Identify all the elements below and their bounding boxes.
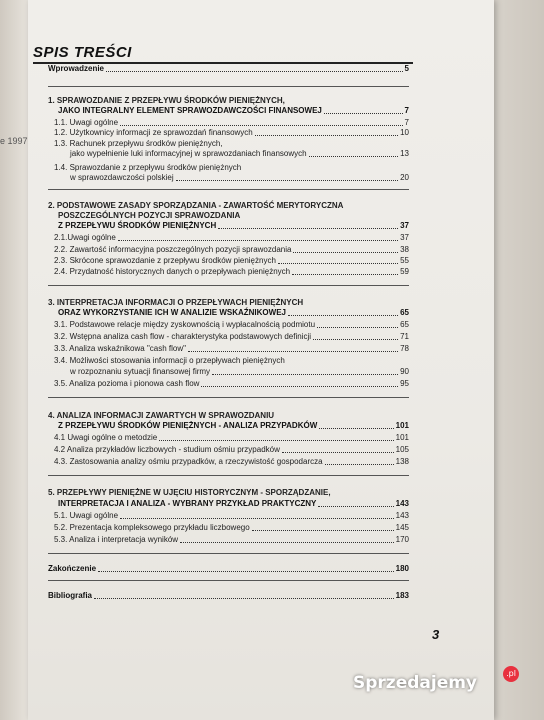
toc-entry-4-3: 4.3. Zastosowania analizy ośmiu przypadków, a rzeczywistość gospodarcza 138 — [54, 457, 409, 466]
section-divider — [48, 580, 409, 581]
left-page-edge — [0, 0, 28, 720]
chapter-4-title-line1: 4. ANALIZA INFORMACJI ZAWARTYCH W SPRAWOZDANIU — [48, 411, 275, 420]
watermark-badge: .pl — [503, 666, 519, 682]
chapter-5-title-line1: 5. PRZEPŁYWY PIENIĘŻNE W UJĘCIU HISTORYCZNYM - SPORZĄDZANIE, — [48, 488, 331, 497]
toc-entry-1-4-line2: w sprawozdawczości polskiej 20 — [70, 173, 409, 182]
toc-entry-5-2: 5.2. Prezentacja kompleksowego przykładu liczbowego 145 — [54, 523, 409, 532]
chapter-3-title-line1: 3. INTERPRETACJA INFORMACJI O PRZEPŁYWACH PIENIĘŻNYCH — [48, 298, 304, 307]
toc-entry-1-4-line1: 1.4. Sprawozdanie z przepływu środków pieniężnych — [54, 163, 242, 172]
section-divider — [48, 475, 409, 476]
chapter-2-title-line3: Z PRZEPŁYWU ŚRODKÓW PIENIĘŻNYCH 37 — [58, 221, 409, 230]
section-divider — [48, 189, 409, 190]
chapter-3-title-line2: ORAZ WYKORZYSTANIE ICH W ANALIZIE WSKAŹNIKOWEJ 65 — [58, 308, 409, 317]
left-page-text: e 1997 — [0, 136, 28, 146]
section-divider — [48, 285, 409, 286]
section-divider — [48, 553, 409, 554]
toc-entry-2-1: 2.1.Uwagi ogólne 37 — [54, 233, 409, 242]
toc-header — [33, 44, 413, 61]
toc-entry-2-2: 2.2. Zawartość informacyjna poszczególnych pozycji sprawozdania 38 — [54, 245, 409, 254]
toc-entry-1-1: 1.1. Uwagi ogólne 7 — [54, 118, 409, 127]
toc-entry-5-3: 5.3. Analiza i interpretacja wyników 170 — [54, 535, 409, 544]
toc-entry-2-4: 2.4. Przydatność historycznych danych o przepływach pieniężnych 59 — [54, 267, 409, 276]
toc-entry-3-4-line2: w rozpoznaniu sytuacji finansowej firmy 90 — [70, 367, 409, 376]
section-divider — [48, 397, 409, 398]
chapter-2-title-line1: 2. PODSTAWOWE ZASADY SPORZĄDZANIA - ZAWARTOŚĆ MERYTORYCZNA — [48, 201, 344, 210]
toc-entry-bibliography: Bibliografia 183 — [48, 591, 409, 600]
toc-entry-3-5: 3.5. Analiza pozioma i pionowa cash flow 95 — [54, 379, 409, 388]
toc-entry-5-1: 5.1. Uwagi ogólne 143 — [54, 511, 409, 520]
chapter-1-title-line1: 1. SPRAWOZDANIE Z PRZEPŁYWU ŚRODKÓW PIENIĘŻNYCH, — [48, 96, 285, 105]
chapter-5-title-line2: INTERPRETACJA I ANALIZA - WYBRANY PRZYKŁAD PRAKTYCZNY 143 — [58, 499, 409, 508]
toc-entry-intro: Wprowadzenie 5 — [48, 64, 409, 73]
toc-entry-3-2: 3.2. Wstępna analiza cash flow - charakterystyka podstawowych definicji 71 — [54, 332, 409, 341]
toc-entry-3-1: 3.1. Podstawowe relacje między zyskownością i wypłacalnością podmiotu 65 — [54, 320, 409, 329]
watermark-logo: Sprzedajemy — [353, 673, 478, 693]
page-number: 3 — [432, 627, 440, 642]
toc-entry-1-2: 1.2. Użytkownicy informacji ze sprawozdań finansowych 10 — [54, 128, 409, 137]
background-surface — [494, 0, 544, 720]
toc-entry-conclusion: Zakończenie 180 — [48, 564, 409, 573]
section-divider — [48, 86, 409, 87]
toc-entry-3-4-line1: 3.4. Możliwości stosowania informacji o przepływach pieniężnych — [54, 356, 285, 365]
chapter-2-title-line2: POSZCZEGÓLNYCH POZYCJI SPRAWOZDANIA — [58, 211, 241, 220]
page-title: SPIS TREŚCI — [33, 44, 132, 61]
toc-entry-1-3-line2: jako wypełnienie luki informacyjnej w sprawozdaniach finansowych 13 — [70, 149, 409, 158]
toc-entry-2-3: 2.3. Skrócone sprawozdanie z przepływu środków pieniężnych 55 — [54, 256, 409, 265]
book-page — [28, 0, 494, 720]
chapter-4-title-line2: Z PRZEPŁYWU ŚRODKÓW PIENIĘŻNYCH - ANALIZA PRZYPADKÓW 101 — [58, 421, 409, 430]
toc-entry-1-3-line1: 1.3. Rachunek przepływu środków pieniężnych, — [54, 139, 223, 148]
toc-entry-3-3: 3.3. Analiza wskaźnikowa "cash flow" 78 — [54, 344, 409, 353]
toc-entry-4-2: 4.2 Analiza przykładów liczbowych - studium ośmiu przypadków 105 — [54, 445, 409, 454]
chapter-1-title-line2: JAKO INTEGRALNY ELEMENT SPRAWOZDAWCZOŚCI FINANSOWEJ 7 — [58, 106, 409, 115]
toc-entry-4-1: 4.1 Uwagi ogólne o metodzie 101 — [54, 433, 409, 442]
